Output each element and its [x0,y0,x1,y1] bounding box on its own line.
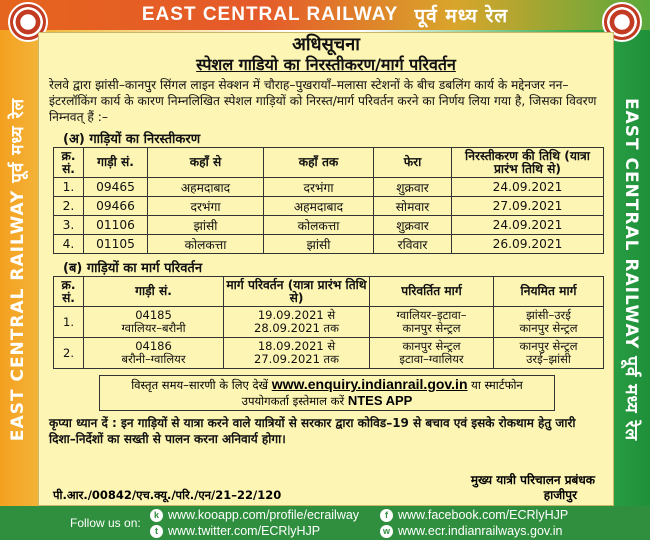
cell: अहमदाबाद [148,178,264,197]
links-line1-pre: विस्तृत समय–सारणी के लिए देखें [131,378,269,392]
train-route: ग्वालियर–बरौनी [121,321,186,335]
table-row [54,235,604,254]
date-from: 18.09.2021 से [257,339,336,353]
section-a-heading: (अ) गाड़ियों का निरस्तीकरण [63,132,201,147]
cell: 27.09.2021 [452,197,604,216]
cell [494,307,604,338]
globe-icon: w [380,525,393,538]
cell: 09465 [84,178,148,197]
col-header: परिवर्तित मार्ग [370,277,494,307]
cell: अहमदाबाद [264,197,374,216]
header-title-en: EAST CENTRAL RAILWAY [141,4,399,25]
cell: 26.09.2021 [452,235,604,254]
twitter-url: www.twitter.com/ECRlyHJP [168,524,321,538]
diverted-route-line: कानपुर सेन्ट्रल [402,339,461,353]
col-header: क्र. सं. [54,148,84,178]
cell [224,338,370,369]
cell: दरभंगा [264,178,374,197]
date-from: 19.09.2021 से [257,308,336,322]
koo-link[interactable] [150,508,359,522]
side-banner-right-text: EAST CENTRAL RAILWAY पूर्व मध्य रेल [621,97,642,441]
cancellation-table [53,147,604,254]
col-header: नियमित मार्ग [494,277,604,307]
cell: 09466 [84,197,148,216]
table-row [54,197,604,216]
enquiry-links-box [99,375,555,411]
covid-note: कृप्या ध्यान दें : इन गाड़ियों से यात्रा करने वाले यात्रियों से सरकार द्वारा कोविड–19 से बचाव एवं इसके रोकथाम हेतु जारी दिशा–निर्देशों का सख्ती से पालन करना अनिवार्य होगा। [49,416,576,446]
website-link[interactable] [380,524,562,538]
diverted-route-line: इटावा–ग्वालियर [399,352,464,366]
notice-panel [38,32,614,506]
date-to: 27.09.2021 तक [254,352,339,366]
col-header: गाड़ी सं. [84,148,148,178]
regular-route-line: कानपुर सेन्ट्रल [519,321,578,335]
col-header: मार्ग परिवर्तन (यात्रा प्रारंभ तिथि से) [224,277,370,307]
train-route: बरौनी–ग्वालियर [121,352,186,366]
cell: कोलकत्ता [264,216,374,235]
diverted-route-line: कानपुर सेन्ट्रल [402,321,461,335]
diversion-table [53,276,604,369]
cell: शुक्रवार [374,216,452,235]
cell: दरभंगा [148,197,264,216]
regular-route-line: उरई–झांसी [526,352,571,366]
facebook-url: www.facebook.com/ECRlyHJP [398,508,569,522]
cell: 24.09.2021 [452,216,604,235]
cell: कोलकत्ता [148,235,264,254]
side-banner-right [616,34,650,504]
regular-route-line: कानपुर सेन्ट्रल [519,339,578,353]
facebook-icon: f [380,509,393,522]
col-header: निरस्तीकरण की तिथि (यात्रा प्रारंभ तिथि से) [452,148,604,178]
cell: 01105 [84,235,148,254]
cell: 4. [54,235,84,254]
facebook-link[interactable] [380,508,568,522]
ntes-app-label: NTES APP [347,393,413,408]
train-number: 04186 [135,339,172,353]
col-header: फेरा [374,148,452,178]
cell: 24.09.2021 [452,178,604,197]
date-to: 28.09.2021 तक [254,321,339,335]
koo-icon: k [150,509,163,522]
col-header: कहाँ से [148,148,264,178]
table-row [54,338,604,369]
follow-label: Follow us on: [70,516,141,530]
col-header: कहाँ तक [264,148,374,178]
col-header: गाड़ी सं. [84,277,224,307]
twitter-icon: t [150,525,163,538]
col-header: क्र. सं. [54,277,84,307]
cell [494,338,604,369]
links-line2-pre: उपयोगकर्ता इस्तेमाल करें [241,394,345,408]
cell: सोमवार [374,197,452,216]
table-row [54,216,604,235]
links-line1-post: या स्मार्टफोन [471,378,523,392]
side-banner-left [0,34,34,504]
signature-block [471,473,595,503]
cell: झांसी [148,216,264,235]
cell: झांसी [264,235,374,254]
cell [224,307,370,338]
reference-number: पी.आर./00842/एच.क्यू./परि./एन/21–22/120 [53,488,282,502]
koo-url: www.kooapp.com/profile/ecrailway [168,508,360,522]
side-banner-left-text: EAST CENTRAL RAILWAY पूर्व मध्य रेल [8,97,29,441]
notice-title: अधिसूचना [292,34,360,55]
website-url: www.ecr.indianrailways.gov.in [398,524,563,538]
section-b-heading: (ब) गाड़ियों का मार्ग परिवर्तन [63,261,203,276]
cell [84,338,224,369]
enquiry-link[interactable]: www.enquiry.indianrail.gov.in [271,376,468,392]
notice-subtitle: स्पेशल गाडियो का निरस्तीकरण/मार्ग परिवर्तन [196,55,456,74]
signature-designation: मुख्य यात्री परिचालन प्रबंधक [470,473,595,487]
diverted-route-line: ग्वालियर–इटावा– [396,308,467,322]
cell: 1. [54,307,84,338]
table-header-row [54,148,604,178]
cell: 1. [54,178,84,197]
table-row [54,307,604,338]
train-number: 04185 [135,308,172,322]
cell: 3. [54,216,84,235]
cell [84,307,224,338]
cell: 2. [54,197,84,216]
cell [370,307,494,338]
table-row [54,178,604,197]
cell: रविवार [374,235,452,254]
twitter-link[interactable] [150,524,320,538]
notice-intro: रेलवे द्वारा झांसी–कानपुर सिंगल लाइन सेक्शन में चौराह–पुखरायाँ–मलासा स्टेशनों के बीच डबलिंग कार्य के मद्देनजर नन–इंटरलॉकिंग कार्य के कारण निम्नलिखित स्पेशल गाड़ियों को निरस्त/मार्ग परिवर्तन करने का निर्णय लिया गया है, जिसका विवरण निम्नवत् हैं :– [49,78,597,124]
signature-location: हाजीपुर [543,488,577,502]
cell: 2. [54,338,84,369]
cell: 01106 [84,216,148,235]
table-header-row [54,277,604,307]
header-band [0,0,650,30]
header-title-hi: पूर्व मध्य रेल [414,5,509,27]
cell [370,338,494,369]
cell: शुक्रवार [374,178,452,197]
social-footer [0,506,650,540]
regular-route-line: झांसी–उरई [526,308,571,322]
